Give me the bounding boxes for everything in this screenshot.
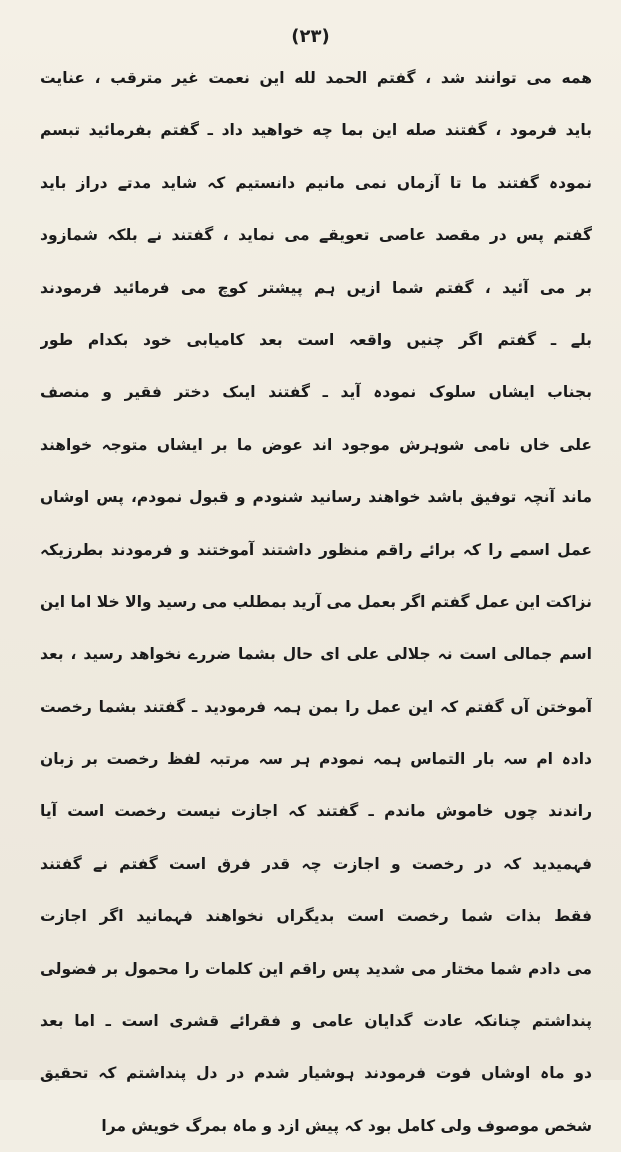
text-line: علی خاں نامی شوہرش موجود اند عوض ما بر ایشاں متوجہ خواهند: [40, 435, 592, 454]
text-line: بلے ـ گفتم اگر چنیں واقعہ است بعد کامیابی خود بکدام طور: [40, 330, 592, 349]
text-line: عمل اسمے را کہ برائے راقم منظور داشتند آموختند و فرمودند بطرزیکہ: [40, 540, 592, 559]
text-line: می دادم شما مختار می شدید پس راقم این کلمات را محمول بر فضولی: [40, 959, 592, 978]
body-text: [40, 52, 592, 1152]
text-line: شخص موصوف ولی کامل بود کہ پیش ازد و ماہ بمرگ خویش مرا: [101, 1116, 592, 1135]
text-line: آموختن آں گفتم کہ این عمل را بمن ہمہ فرمودید ـ گفتند بشما رخصت: [40, 697, 592, 716]
text-line: دو ماہ اوشاں فوت فرمودند ہوشیار شدم در دل پنداشتم کہ تحقیق: [40, 1064, 592, 1083]
text-line: نزاکت این عمل گفتم اگر بعمل می آرید بمطلب می رسید والا خلا اما این: [40, 592, 592, 611]
text-line: ماند آنچہ توفیق باشد خواهند رسانید شنودم و قبول نمودم، پس اوشاں: [40, 488, 592, 507]
text-line: فقط بذات شما رخصت است بدیگراں نخواهند فہمانید اگر اجازت: [40, 907, 592, 926]
text-line: راندند چوں خاموش ماندم ـ گفتند کہ اجازت نیست رخصت است آیا: [40, 802, 592, 821]
text-line: پنداشتم چنانکہ عادت گدایان عامی و فقرائے قشری است ـ اما بعد: [40, 1012, 592, 1031]
text-line: فہمیدید کہ در رخصت و اجازت چہ قدر فرق است گفتم نے گفتند: [40, 854, 592, 873]
text-line: گفتم پس در مقصد عاصی تعویقے می نماید ، گفتند نے بلکہ شمازود: [40, 226, 592, 245]
text-line: همه می توانند شد ، گفتم الحمد لله این نعمت غیر مترقب ، عنایت: [40, 69, 592, 87]
page-number: (۲۳): [291, 26, 330, 47]
text-line: نمودہ گفتند ما تا آزماں نمی مانیم دانستیم کہ شاید مدتے دراز باید: [40, 173, 592, 192]
text-line: اسم جمالی است نہ جلالی علی ای حال بشما ضررے نخواهد رسید ، بعد: [40, 645, 592, 664]
text-line: باید فرمود ، گفتند صله این بما چه خواهید داد ـ گفتم بفرمائید تبسم: [40, 121, 592, 140]
text-line: دادہ ام سہ بار التماس ہمہ نمودم ہر سہ مرتبہ لفظ رخصت بر زبان: [40, 750, 592, 769]
text-line: بر می آئید ، گفتم شما ازیں ہم پیشتر کوچ می فرمائید فرمودند: [40, 278, 592, 297]
text-line: بجناب ایشاں سلوک نمودہ آید ـ گفتند ایںک دختر فقیر و منصف: [40, 383, 592, 402]
